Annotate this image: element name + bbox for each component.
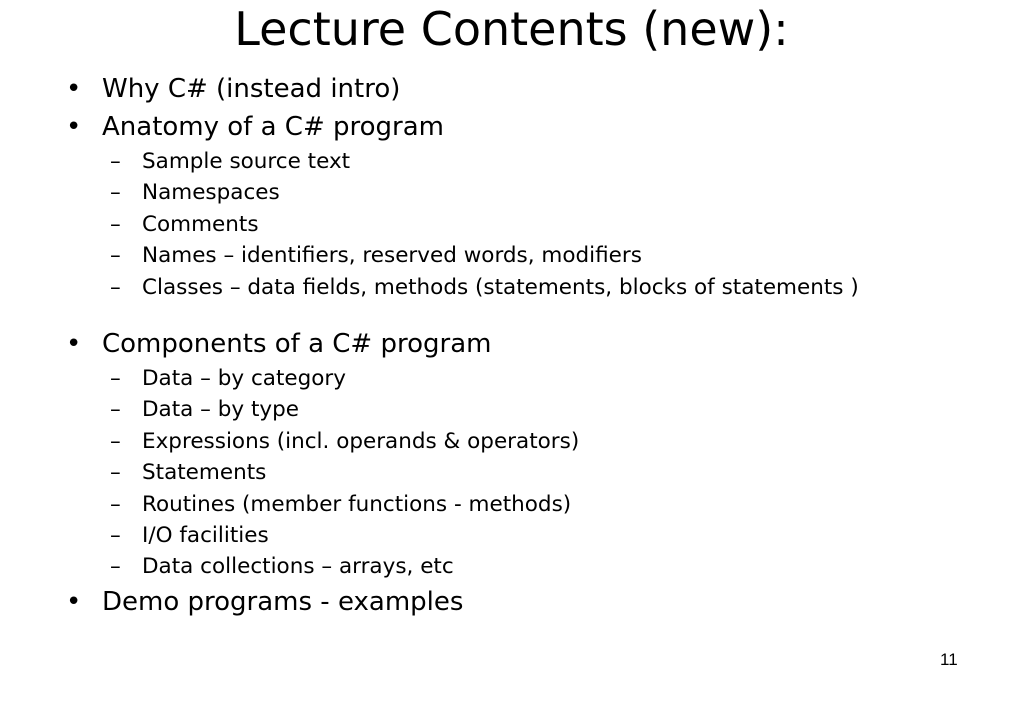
bullet-text: Demo programs - examples [102,586,464,617]
dash-marker: – [110,149,121,174]
sub-bullet-item [66,551,996,582]
dash-marker: – [110,211,121,237]
sub-bullet-item [66,457,996,488]
section-spacer [66,303,996,325]
sub-bullet-item [66,489,996,520]
dash-marker: – [110,554,121,580]
bullet-item [66,70,996,108]
sub-bullet-item [66,146,996,177]
sub-bullet-text: Comments [142,211,259,237]
sub-bullet-text: I/O facilities [142,522,269,548]
sub-bullet-text: Expressions (incl. operands & operators) [142,428,580,454]
bullet-item [66,583,996,621]
sub-bullet-text: Data – by type [142,397,299,423]
bullet-text: Why C# (instead intro) [102,74,401,104]
bullet-marker: • [66,112,82,142]
page-number: 11 [940,650,958,669]
sub-bullet-item [66,394,996,425]
sub-bullet-text: Sample source text [142,149,351,174]
sub-bullet-item [66,363,996,394]
sub-bullet-item [66,520,996,551]
sub-bullet-text: Statements [142,460,267,486]
bullet-item [66,108,996,146]
dash-marker: – [110,428,121,454]
sub-bullet-item [66,240,996,271]
dash-marker: – [110,180,121,206]
sub-bullet-item [66,177,996,208]
dash-marker: – [110,460,121,486]
bullet-text: Anatomy of a C# program [102,112,444,142]
sub-bullet-item [66,272,996,303]
slide-content [66,70,996,621]
sub-bullet-text: Routines (member functions - methods) [142,491,572,517]
slide-title: Lecture Contents (new): [234,2,789,56]
sub-bullet-text: Names – identifiers, reserved words, modifiers [142,243,642,269]
bullet-marker: • [66,328,82,359]
sub-bullet-text: Data collections – arrays, etc [142,554,454,580]
sub-bullet-item [66,209,996,240]
bullet-item [66,325,996,363]
bullet-marker: • [66,74,82,104]
sub-bullet-text: Namespaces [142,180,280,206]
dash-marker: – [110,243,121,269]
sub-bullet-text: Data – by category [142,365,346,391]
dash-marker: – [110,274,121,300]
sub-bullet-item [66,426,996,457]
dash-marker: – [110,365,121,391]
dash-marker: – [110,397,121,423]
bullet-marker: • [66,586,82,617]
bullet-text: Components of a C# program [102,328,492,359]
dash-marker: – [110,491,121,517]
sub-bullet-text: Classes – data fields, methods (statements, blocks of statements ) [142,274,859,300]
dash-marker: – [110,522,121,548]
